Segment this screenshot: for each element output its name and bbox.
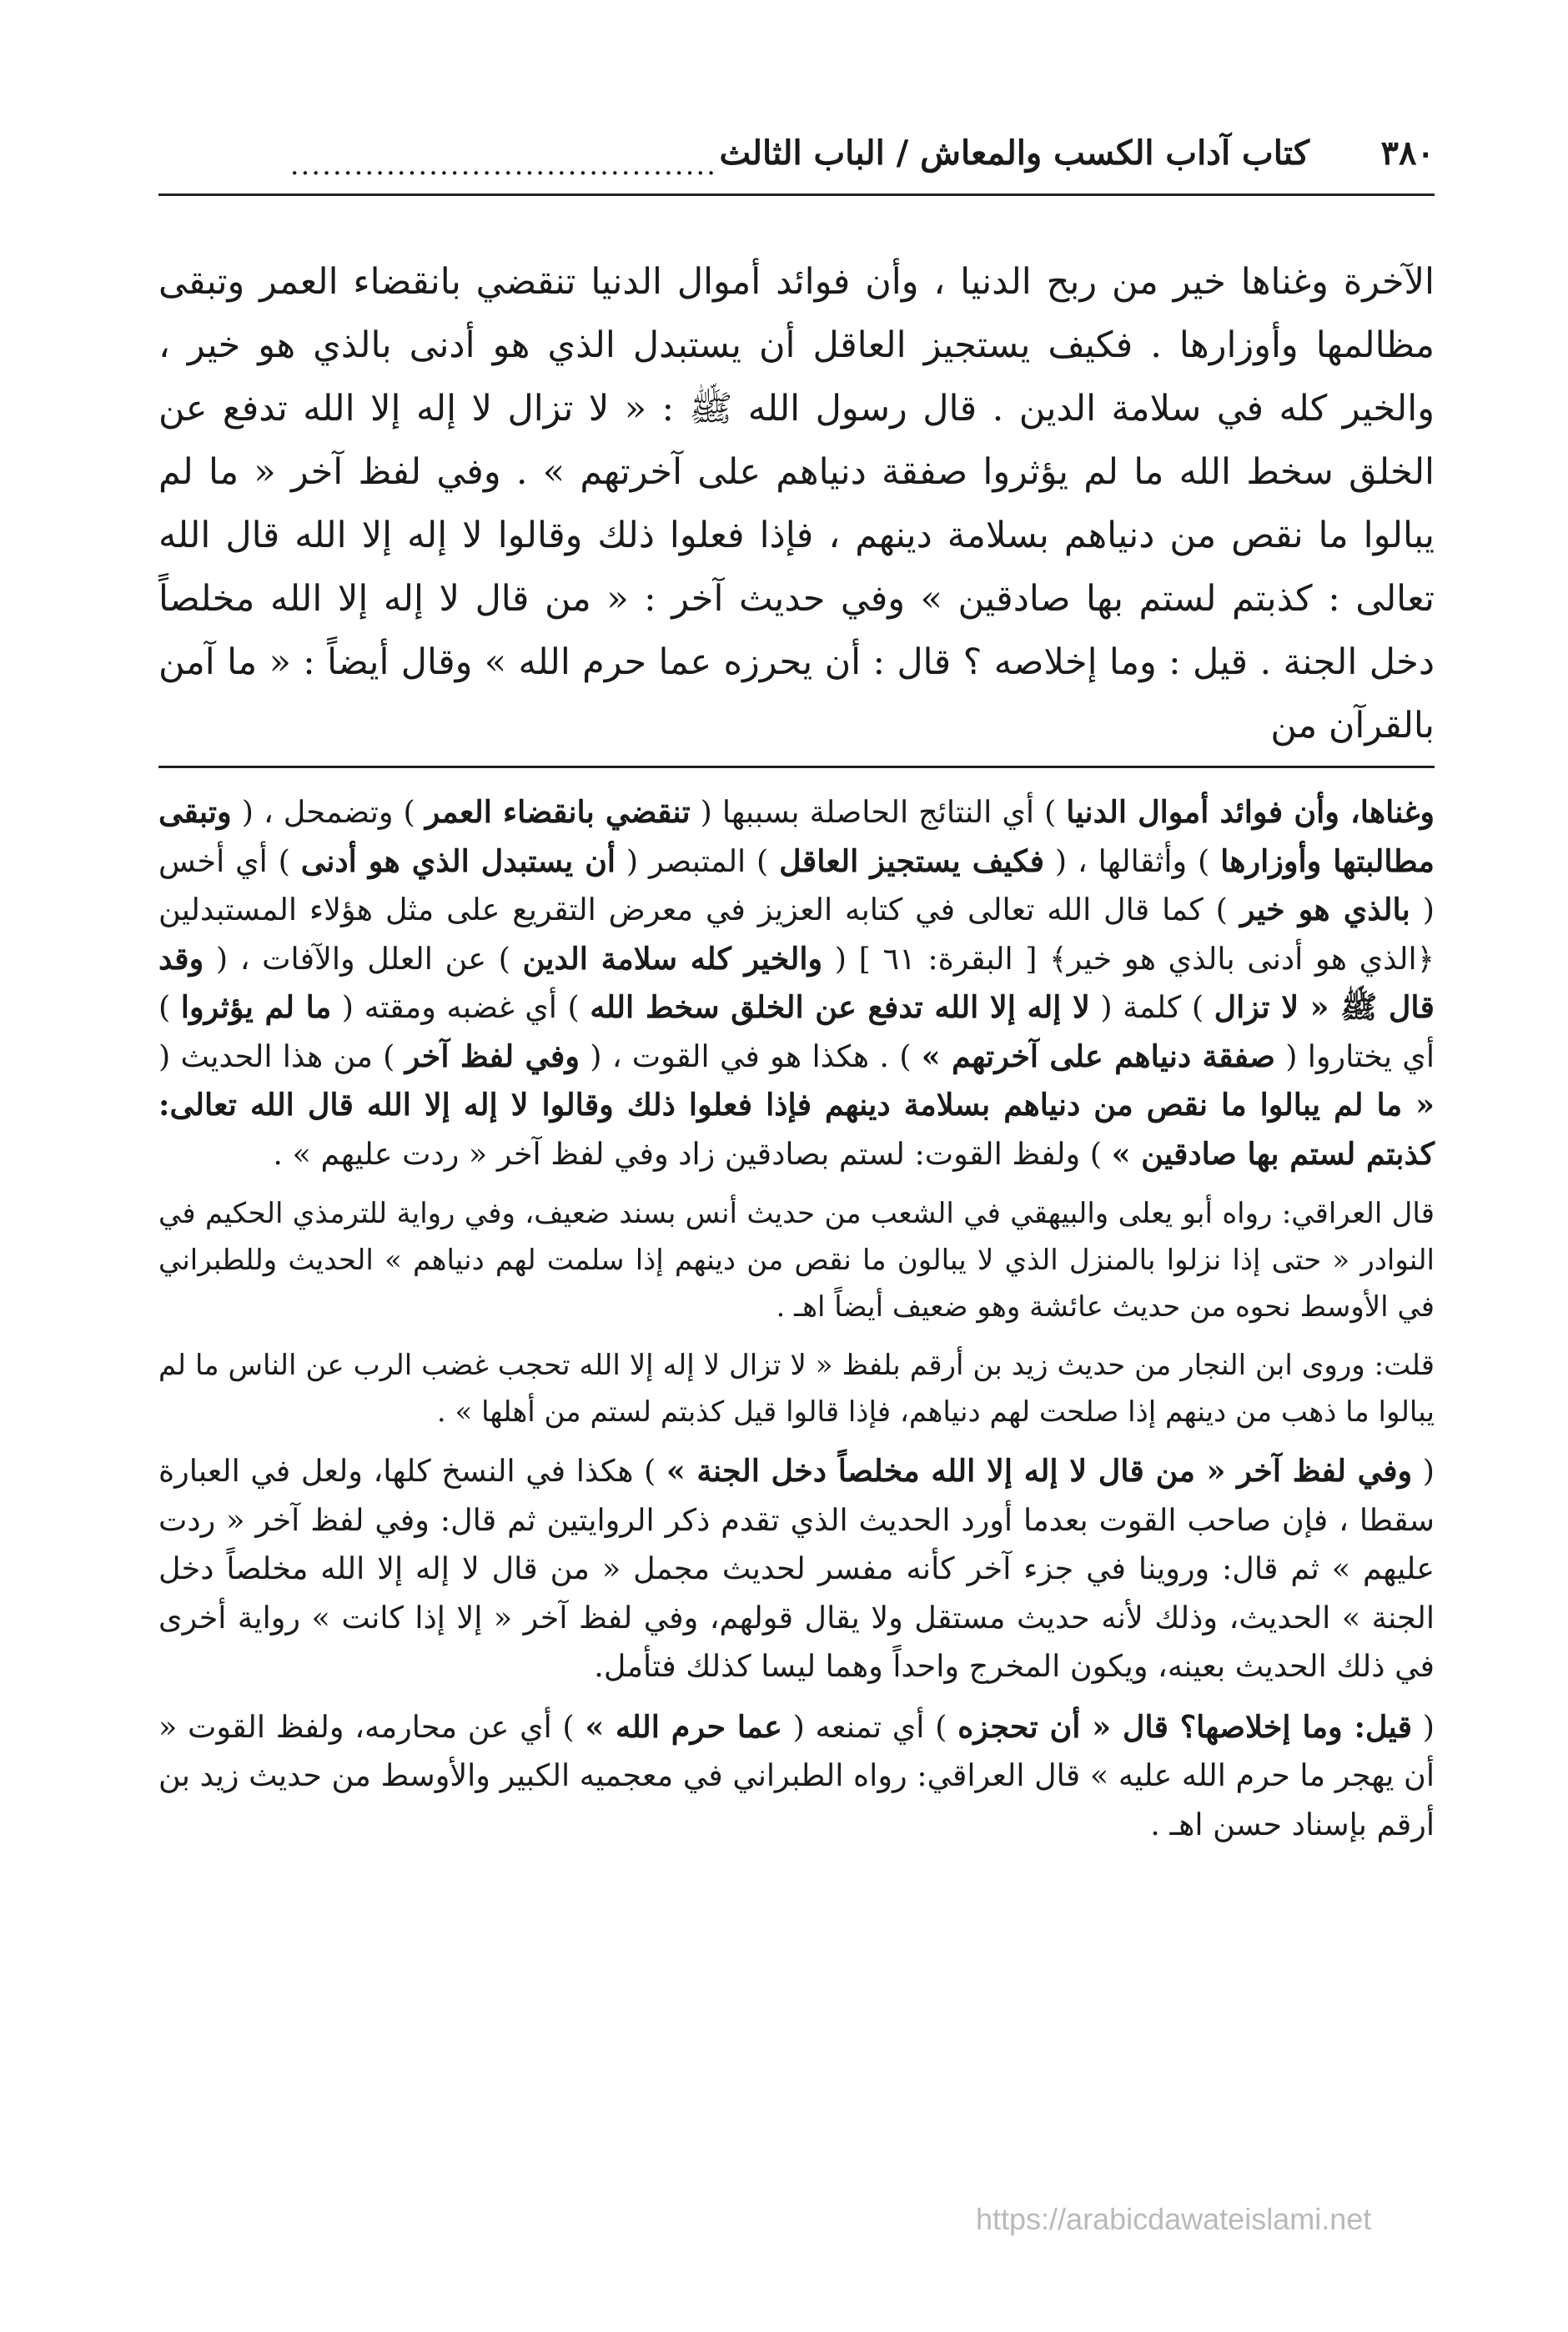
chapter-title: كتاب آداب الكسب والمعاش / الباب الثالث [719,133,1309,173]
main-text [158,250,1435,757]
commentary-paragraph-5: ( قيل: وما إخلاصها؟ قال « أن تحجزه ) أي تمنعه ( عما حرم الله » ) أي عن محارمه، ولفظ القوت « أن يهجر ما حرم الله عليه » قال العراقي: رواه الطبراني في معجميه الكبير والأوسط من حديث زيد بن أرقم بإسناد حسن اهـ . [158,1708,1435,1842]
page-number: ٣٨٠ [1380,133,1435,173]
running-header [158,133,1435,183]
header-dot-leader: ........................................ [289,148,717,182]
commentary-section [158,788,1435,1861]
commentary-paragraph-1: وغناها، وأن فوائد أموال الدنيا ) أي النتائج الحاصلة بسببها ( تنقضي بانقضاء العمر ) وتضمحل ، ( وتبقى مطالبتها وأوزارها ) وأثقالها ، ( فكيف يستجيز العاقل ) المتبصر ( أن يستبدل الذي هو أدنى ) أي أخس ( بالذي هو خير ) كما قال الله تعالى في كتابه العزيز في معرض التقريع على مثل هؤلاء المستبدلين ﴿الذي هو أدنى بالذي هو خير﴾ [ البقرة: ٦١ ] ( والخير كله سلامة الدين ) عن العلل والآفات ، ( وقد قال ﷺ « لا تزال ) كلمة ( لا إله إلا الله تدفع عن الخلق سخط الله ) أي غضبه ومقته ( ما لم يؤثروا ) أي يختاروا ( صفقة دنياهم على آخرتهم » ) . هكذا هو في القوت ، ( وفي لفظ آخر ) من هذا الحديث ( « ما لم يبالوا ما نقص من دنياهم بسلامة دينهم فإذا فعلوا ذلك وقالوا لا إله إلا الله قال الله تعالى: كذبتم لستم بها صادقين » ) ولفظ القوت: لستم بصادقين زاد وفي لفظ آخر « ردت عليهم » . [158,794,1435,1172]
header-rule [158,193,1435,196]
main-paragraph: الآخرة وغناها خير من ربح الدنيا ، وأن فوائد أموال الدنيا تنقضي بانقضاء العمر وتبقى مظالمها وأوزارها . فكيف يستجيز العاقل أن يستبدل الذي هو أدنى بالذي هو خير ، والخير كله في سلامة الدين . قال رسول الله ﷺ : « لا تزال لا إله إلا الله تدفع عن الخلق سخط الله ما لم يؤثروا صفقة دنياهم على آخرتهم » . وفي لفظ آخر « ما لم يبالوا ما نقص من دنياهم بسلامة دينهم ، فإذا فعلوا ذلك وقالوا لا إله إلا الله قال الله تعالى : كذبتم لستم بها صادقين » وفي حديث آخر : « من قال لا إله إلا الله مخلصاً دخل الجنة . قيل : وما إخلاصه ؟ قال : أن يحرزه عما حرم الله » وقال أيضاً : « ما آمن بالقرآن من [158,261,1435,746]
footnote-separator [158,766,1435,768]
commentary-paragraph-4: ( وفي لفظ آخر « من قال لا إله إلا الله مخلصاً دخل الجنة » ) هكذا في النسخ كلها، ولعل في العبارة سقطا ، فإن صاحب القوت بعدما أورد الحديث الذي تقدم ذكر الروايتين ثم قال: وفي لفظ آخر « ردت عليهم » ثم قال: وروينا في جزء آخر كأنه مفسر لحديث مجمل « من قال لا إله إلا الله مخلصاً دخل الجنة » الحديث، وذلك لأنه حديث مستقل ولا يقال قولهم، وفي لفظ آخر « إلا إذا كانت » رواية أخرى في ذلك الحديث بعينه، ويكون المخرج واحداً وهما ليسا كذلك فتأمل. [158,1453,1435,1684]
watermark-url: https://arabicdawateislami.net [976,2202,1372,2236]
commentary-paragraph-3: قلت: وروى ابن النجار من حديث زيد بن أرقم بلفظ « لا تزال لا إله إلا الله تحجب غضب الرب عن الناس ما لم يبالوا ما ذهب من دينهم إذا صلحت لهم دنياهم، فإذا قالوا قيل كذبتم لستم من أهلها » . [158,1349,1435,1429]
commentary-paragraph-2: قال العراقي: رواه أبو يعلى والبيهقي في الشعب من حديث أنس بسند ضعيف، وفي رواية للترمذي الحكيم في النوادر « حتى إذا نزلوا بالمنزل الذي لا يبالون ما نقص من دينهم إذا سلمت لهم دنياهم » الحديث وللطبراني في الأوسط نحوه من حديث عائشة وهو ضعيف أيضاً اهـ . [158,1197,1435,1324]
